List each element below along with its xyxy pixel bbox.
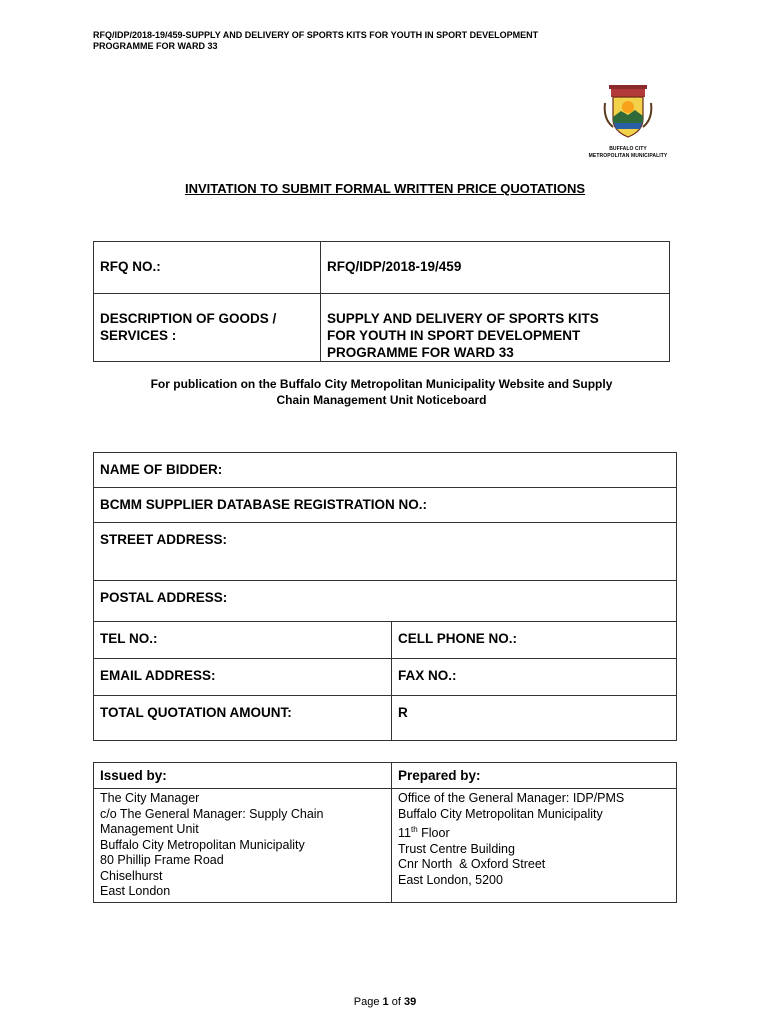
issued-details-row bbox=[94, 789, 677, 903]
email-address-label: EMAIL ADDRESS: bbox=[94, 659, 392, 696]
total-pages: 39 bbox=[403, 996, 417, 1008]
registration-number-label: BCMM SUPPLIER DATABASE REGISTRATION NO.: bbox=[94, 488, 677, 523]
document-header bbox=[93, 30, 538, 52]
of-word: of bbox=[388, 996, 404, 1008]
publication-note bbox=[93, 376, 670, 408]
logo-text-line-1: BUFFALO CITY bbox=[609, 146, 647, 152]
street-address-label: STREET ADDRESS: bbox=[94, 523, 677, 581]
prepared-by-floor bbox=[398, 822, 670, 842]
bidder-details-table bbox=[93, 452, 677, 741]
email-fax-row bbox=[94, 659, 677, 696]
description-label-line-2: SERVICES : bbox=[100, 328, 177, 343]
issued-header-row bbox=[94, 763, 677, 789]
header-line-2: PROGRAMME FOR WARD 33 bbox=[93, 41, 218, 51]
description-value-line-1: SUPPLY AND DELIVERY OF SPORTS KITS bbox=[327, 311, 599, 326]
currency-label: R bbox=[392, 696, 677, 741]
name-of-bidder-row bbox=[94, 453, 677, 488]
issued-by-line: Chiselhurst bbox=[100, 868, 163, 883]
description-label-line-1: DESCRIPTION OF GOODS / bbox=[100, 311, 277, 326]
logo-text-line-2: METROPOLITAN MUNICIPALITY bbox=[588, 153, 668, 159]
issued-by-line: c/o The General Manager: Supply Chain bbox=[100, 806, 324, 821]
rfq-row bbox=[94, 242, 670, 294]
total-amount-row bbox=[94, 696, 677, 741]
description-value-line-3: PROGRAMME FOR WARD 33 bbox=[327, 345, 514, 360]
postal-address-label: POSTAL ADDRESS: bbox=[94, 581, 677, 622]
cell-phone-label: CELL PHONE NO.: bbox=[392, 622, 677, 659]
issued-by-details bbox=[94, 789, 392, 903]
issued-by-table bbox=[93, 762, 677, 903]
name-of-bidder-label: NAME OF BIDDER: bbox=[94, 453, 677, 488]
phone-row bbox=[94, 622, 677, 659]
floor-number: 11 bbox=[398, 826, 411, 841]
page-number: 1 bbox=[382, 996, 389, 1008]
page-word: Page bbox=[353, 996, 383, 1008]
prepared-by-line-6: East London, 5200 bbox=[398, 872, 503, 887]
registration-row bbox=[94, 488, 677, 523]
total-quotation-amount-label: TOTAL QUOTATION AMOUNT: bbox=[94, 696, 392, 741]
description-row bbox=[94, 294, 670, 362]
rfq-table bbox=[93, 241, 670, 362]
issued-by-line: 80 Phillip Frame Road bbox=[100, 853, 224, 867]
floor-word: Floor bbox=[417, 826, 450, 841]
prepared-by-line-1: Office of the General Manager: IDP/PMS bbox=[398, 791, 625, 805]
prepared-by-line-5: Cnr North & Oxford Street bbox=[398, 857, 546, 872]
description-value-line-2: FOR YOUTH IN SPORT DEVELOPMENT bbox=[327, 328, 581, 343]
issued-by-line: Buffalo City Metropolitan Municipality bbox=[100, 837, 305, 852]
prepared-by-line-4: Trust Centre Building bbox=[398, 841, 515, 856]
issued-by-label: Issued by: bbox=[94, 763, 392, 789]
fax-no-label: FAX NO.: bbox=[392, 659, 677, 696]
postal-address-row bbox=[94, 581, 677, 622]
description-label bbox=[94, 294, 321, 362]
prepared-by-details bbox=[392, 789, 677, 903]
publication-note-line-1: For publication on the Buffalo City Metropolitan Municipality Website and Supply bbox=[150, 377, 613, 391]
floor-suffix: th bbox=[410, 825, 418, 834]
prepared-by-label: Prepared by: bbox=[392, 763, 677, 789]
rfq-label: RFQ NO.: bbox=[94, 242, 321, 294]
publication-note-line-2: Chain Management Unit Noticeboard bbox=[276, 393, 487, 407]
page-footer bbox=[0, 996, 770, 1008]
issued-by-line: East London bbox=[100, 884, 171, 898]
issued-by-line: Management Unit bbox=[100, 822, 199, 836]
issued-by-line: The City Manager bbox=[100, 791, 200, 805]
street-address-row bbox=[94, 523, 677, 581]
rfq-value: RFQ/IDP/2018-19/459 bbox=[321, 242, 670, 294]
prepared-by-line-2: Buffalo City Metropolitan Municipality bbox=[398, 806, 603, 821]
document-title: INVITATION TO SUBMIT FORMAL WRITTEN PRICE QUOTATIONS bbox=[184, 181, 586, 196]
tel-no-label: TEL NO.: bbox=[94, 622, 392, 659]
description-value bbox=[321, 294, 670, 362]
coat-of-arms-icon bbox=[601, 83, 655, 141]
municipality-logo bbox=[583, 83, 673, 163]
header-line-1: RFQ/IDP/2018-19/459-SUPPLY AND DELIVERY OF SPORTS KITS FOR YOUTH IN SPORT DEVELOPMENT bbox=[93, 30, 539, 40]
